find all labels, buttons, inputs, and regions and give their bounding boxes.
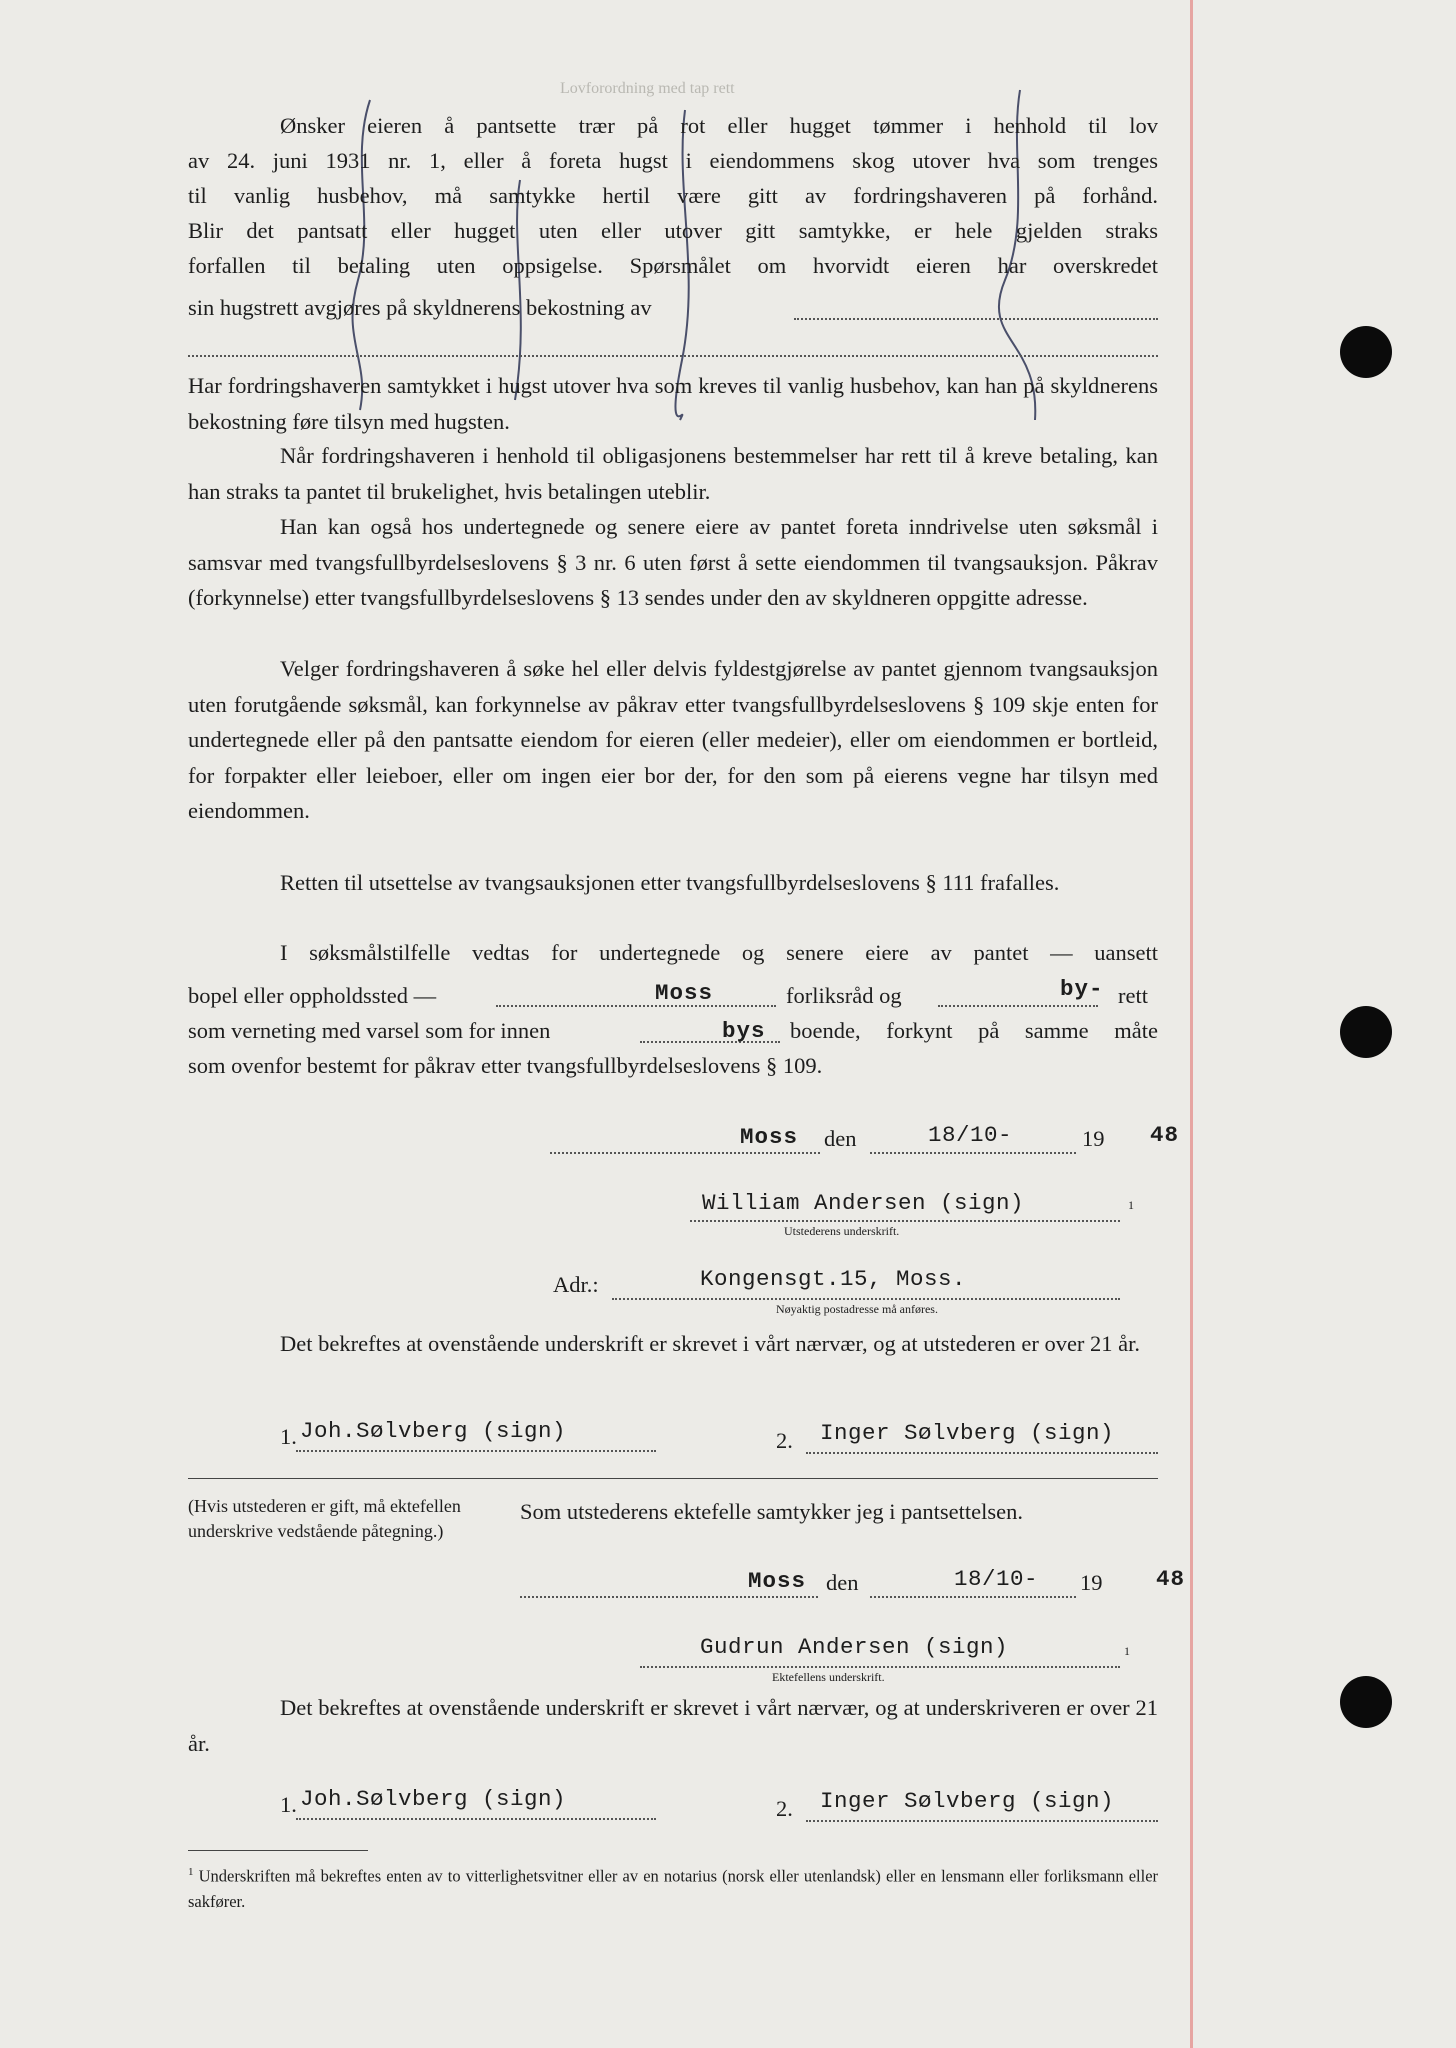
confirm1-text: Det bekreftes at ovenstående underskrift er skrevet i vårt nærvær, og at utstederen er over 21 år. bbox=[280, 1331, 1141, 1356]
para-1-line-6: sin hugstrett avgjøres på skyldnerens bekostning av bbox=[188, 295, 652, 320]
para-1-line-3: til vanlig husbehov, må samtykke hertil være gitt av fordringshaveren på forhånd. bbox=[188, 183, 1158, 208]
para-7-line-2b: forliksråd og bbox=[786, 983, 902, 1008]
spouse-year-suffix: 48 bbox=[1156, 1566, 1186, 1592]
confirm2-w2-num: 2. bbox=[776, 1796, 793, 1821]
footnote-text: Underskriften må bekreftes enten av to vitterlighetsvitner eller av en notarius (norsk eller utenlandsk) eller en lensmann eller forliksmann eller sakfører. bbox=[188, 1866, 1159, 1911]
court-dotted-line bbox=[938, 1005, 1098, 1007]
address-value: Kongensgt.15, Moss. bbox=[700, 1266, 967, 1292]
confirm1-w2-name: Inger Sølvberg (sign) bbox=[820, 1420, 1115, 1446]
spouse-caption: Ektefellens underskrift. bbox=[772, 1670, 885, 1684]
spouse-place-line bbox=[520, 1596, 818, 1598]
date-dotted-line bbox=[870, 1152, 1076, 1154]
sig1-year-suffix: 48 bbox=[1150, 1122, 1180, 1148]
spouse-note: (Hvis utstederen er gift, må ektefellen underskrive vedstående påtegning.) bbox=[188, 1496, 461, 1541]
para-7-line-3b: boende, forkynt på samme måte bbox=[790, 1018, 1158, 1043]
confirm2-w1-name: Joh.Sølvberg (sign) bbox=[300, 1786, 567, 1812]
para-6: Retten til utsettelse av tvangsauksjonen etter tvangsfullbyrdelseslovens § 111 frafalles. bbox=[280, 870, 1060, 895]
para-2: Har fordringshaveren samtykket i hugst utover hva som kreves til vanlig husbehov, kan han på skyldnerens bekostning føre tilsyn med hugsten. bbox=[188, 373, 1158, 434]
para-4: Han kan også hos undertegnede og senere eiere av pantet foreta inndrivelse uten søksmål i samsvar med tvangsfullbyrdelseslovens § 3 nr. 6 uten først å sette eiendommen til tvangsauksjon. Påkrav (forkynnelse) etter tvangsfullbyrdelseslovens § 13 sendes under den av skyldneren oppgitte adresse. bbox=[188, 514, 1158, 610]
para-7-line-1: I søksmålstilfelle vedtas for undertegnede og senere eiere av pantet — uansett bbox=[280, 940, 1158, 965]
dotted-fill-line-2 bbox=[188, 355, 1158, 357]
sig1-den: den bbox=[824, 1126, 857, 1151]
place-dotted-line bbox=[550, 1152, 820, 1154]
sig1-place: Moss bbox=[740, 1124, 799, 1150]
punch-hole-middle bbox=[1340, 1006, 1392, 1058]
spouse-year-prefix: 19 bbox=[1080, 1570, 1103, 1595]
adr-dotted-line bbox=[612, 1298, 1120, 1300]
para-7-line-3a: som verneting med varsel som for innen bbox=[188, 1018, 551, 1043]
para-1-line-5: forfallen til betaling uten oppsigelse. Spørsmålet om hvorvidt eieren har overskredet bbox=[188, 253, 1158, 278]
para-7-line-4: som ovenfor bestemt for påkrav etter tvangsfullbyrdelseslovens § 109. bbox=[188, 1053, 823, 1078]
venue-fill: Moss bbox=[655, 980, 714, 1006]
para-1-line-4: Blir det pantsatt eller hugget uten eller utover gitt samtykke, er hele gjelden straks bbox=[188, 218, 1158, 243]
bleed-through-header: Lovforordning med tap rett bbox=[560, 80, 735, 97]
spouse-footnote-mark: 1 bbox=[1124, 1644, 1130, 1658]
spouse-date-line bbox=[870, 1596, 1076, 1598]
footnote-rule bbox=[188, 1850, 368, 1851]
spouse-date: 18/10- bbox=[954, 1566, 1039, 1592]
para-7-line-2c: rett bbox=[1118, 983, 1148, 1008]
confirm2-w1-line bbox=[296, 1818, 656, 1820]
confirm2-text: Det bekreftes at ovenstående underskrift er skrevet i vårt nærvær, og at underskriveren er over 21 år. bbox=[188, 1695, 1158, 1756]
spouse-consent: Som utstederens ektefelle samtykker jeg i pantsettelsen. bbox=[520, 1499, 1023, 1524]
confirm2-w2-line bbox=[806, 1820, 1158, 1822]
sig1-caption: Utstederens underskrift. bbox=[784, 1224, 900, 1238]
confirm2-w2-name: Inger Sølvberg (sign) bbox=[820, 1788, 1115, 1814]
adr-caption: Nøyaktig postadresse må anføres. bbox=[776, 1302, 938, 1316]
spouse-sig-line bbox=[640, 1666, 1120, 1668]
para-7-line-2a: bopel eller oppholdssted — bbox=[188, 983, 437, 1008]
confirm2-w1-num: 1. bbox=[280, 1792, 297, 1817]
spouse-den: den bbox=[826, 1570, 859, 1595]
court-fill: by- bbox=[1060, 976, 1104, 1002]
confirm1-w1-line bbox=[296, 1450, 656, 1452]
venue-dotted-line bbox=[496, 1005, 776, 1007]
adr-label: Adr.: bbox=[553, 1272, 599, 1297]
spouse-place: Moss bbox=[748, 1568, 807, 1594]
confirm1-w2-line bbox=[806, 1452, 1158, 1454]
para-1-line-2: av 24. juni 1931 nr. 1, eller å foreta hugst i eiendommens skog utover hva som trenges bbox=[188, 148, 1158, 173]
confirm1-w2-num: 2. bbox=[776, 1428, 793, 1453]
confirm1-w1-num: 1. bbox=[280, 1424, 297, 1449]
confirm1-w1-name: Joh.Sølvberg (sign) bbox=[300, 1418, 567, 1444]
sig1-date: 18/10- bbox=[928, 1122, 1013, 1148]
spouse-name: Gudrun Andersen (sign) bbox=[700, 1634, 1009, 1660]
footnote-mark: 1 bbox=[188, 1866, 194, 1878]
sig1-footnote-mark: 1 bbox=[1128, 1198, 1134, 1212]
section-divider bbox=[188, 1478, 1158, 1479]
punch-hole-bottom bbox=[1340, 1676, 1392, 1728]
para-1-line-1: Ønsker eieren å pantsette trær på rot eller hugget tømmer i henhold til lov bbox=[280, 113, 1158, 138]
resident-fill: bys bbox=[722, 1018, 766, 1044]
dotted-fill-line bbox=[794, 318, 1158, 320]
footnote bbox=[188, 1860, 1158, 1914]
sig1-dotted-line bbox=[690, 1220, 1120, 1222]
sig1-year-prefix: 19 bbox=[1082, 1126, 1105, 1151]
margin-rule bbox=[1190, 0, 1193, 2048]
para-3: Når fordringshaveren i henhold til obligasjonens bestemmelser har rett til å kreve betaling, kan han straks ta pantet til brukelighet, hvis betalingen uteblir. bbox=[188, 443, 1158, 504]
para-5: Velger fordringshaveren å søke hel eller delvis fyldestgjørelse av pantet gjennom tvangsauksjon uten forutgående søksmål, kan forkynnelse av påkrav etter tvangsfullbyrdelseslovens § 109 skje enten for undertegnede eller på den pantsatte eiendom for eieren (eller medeier), eller om eiendommen er bortleid, for forpakter eller leieboer, eller om ingen eier bor der, for den som på eierens vegne har tilsyn med eiendommen. bbox=[188, 656, 1158, 823]
sig1-name: William Andersen (sign) bbox=[702, 1190, 1025, 1216]
punch-hole-top bbox=[1340, 326, 1392, 378]
